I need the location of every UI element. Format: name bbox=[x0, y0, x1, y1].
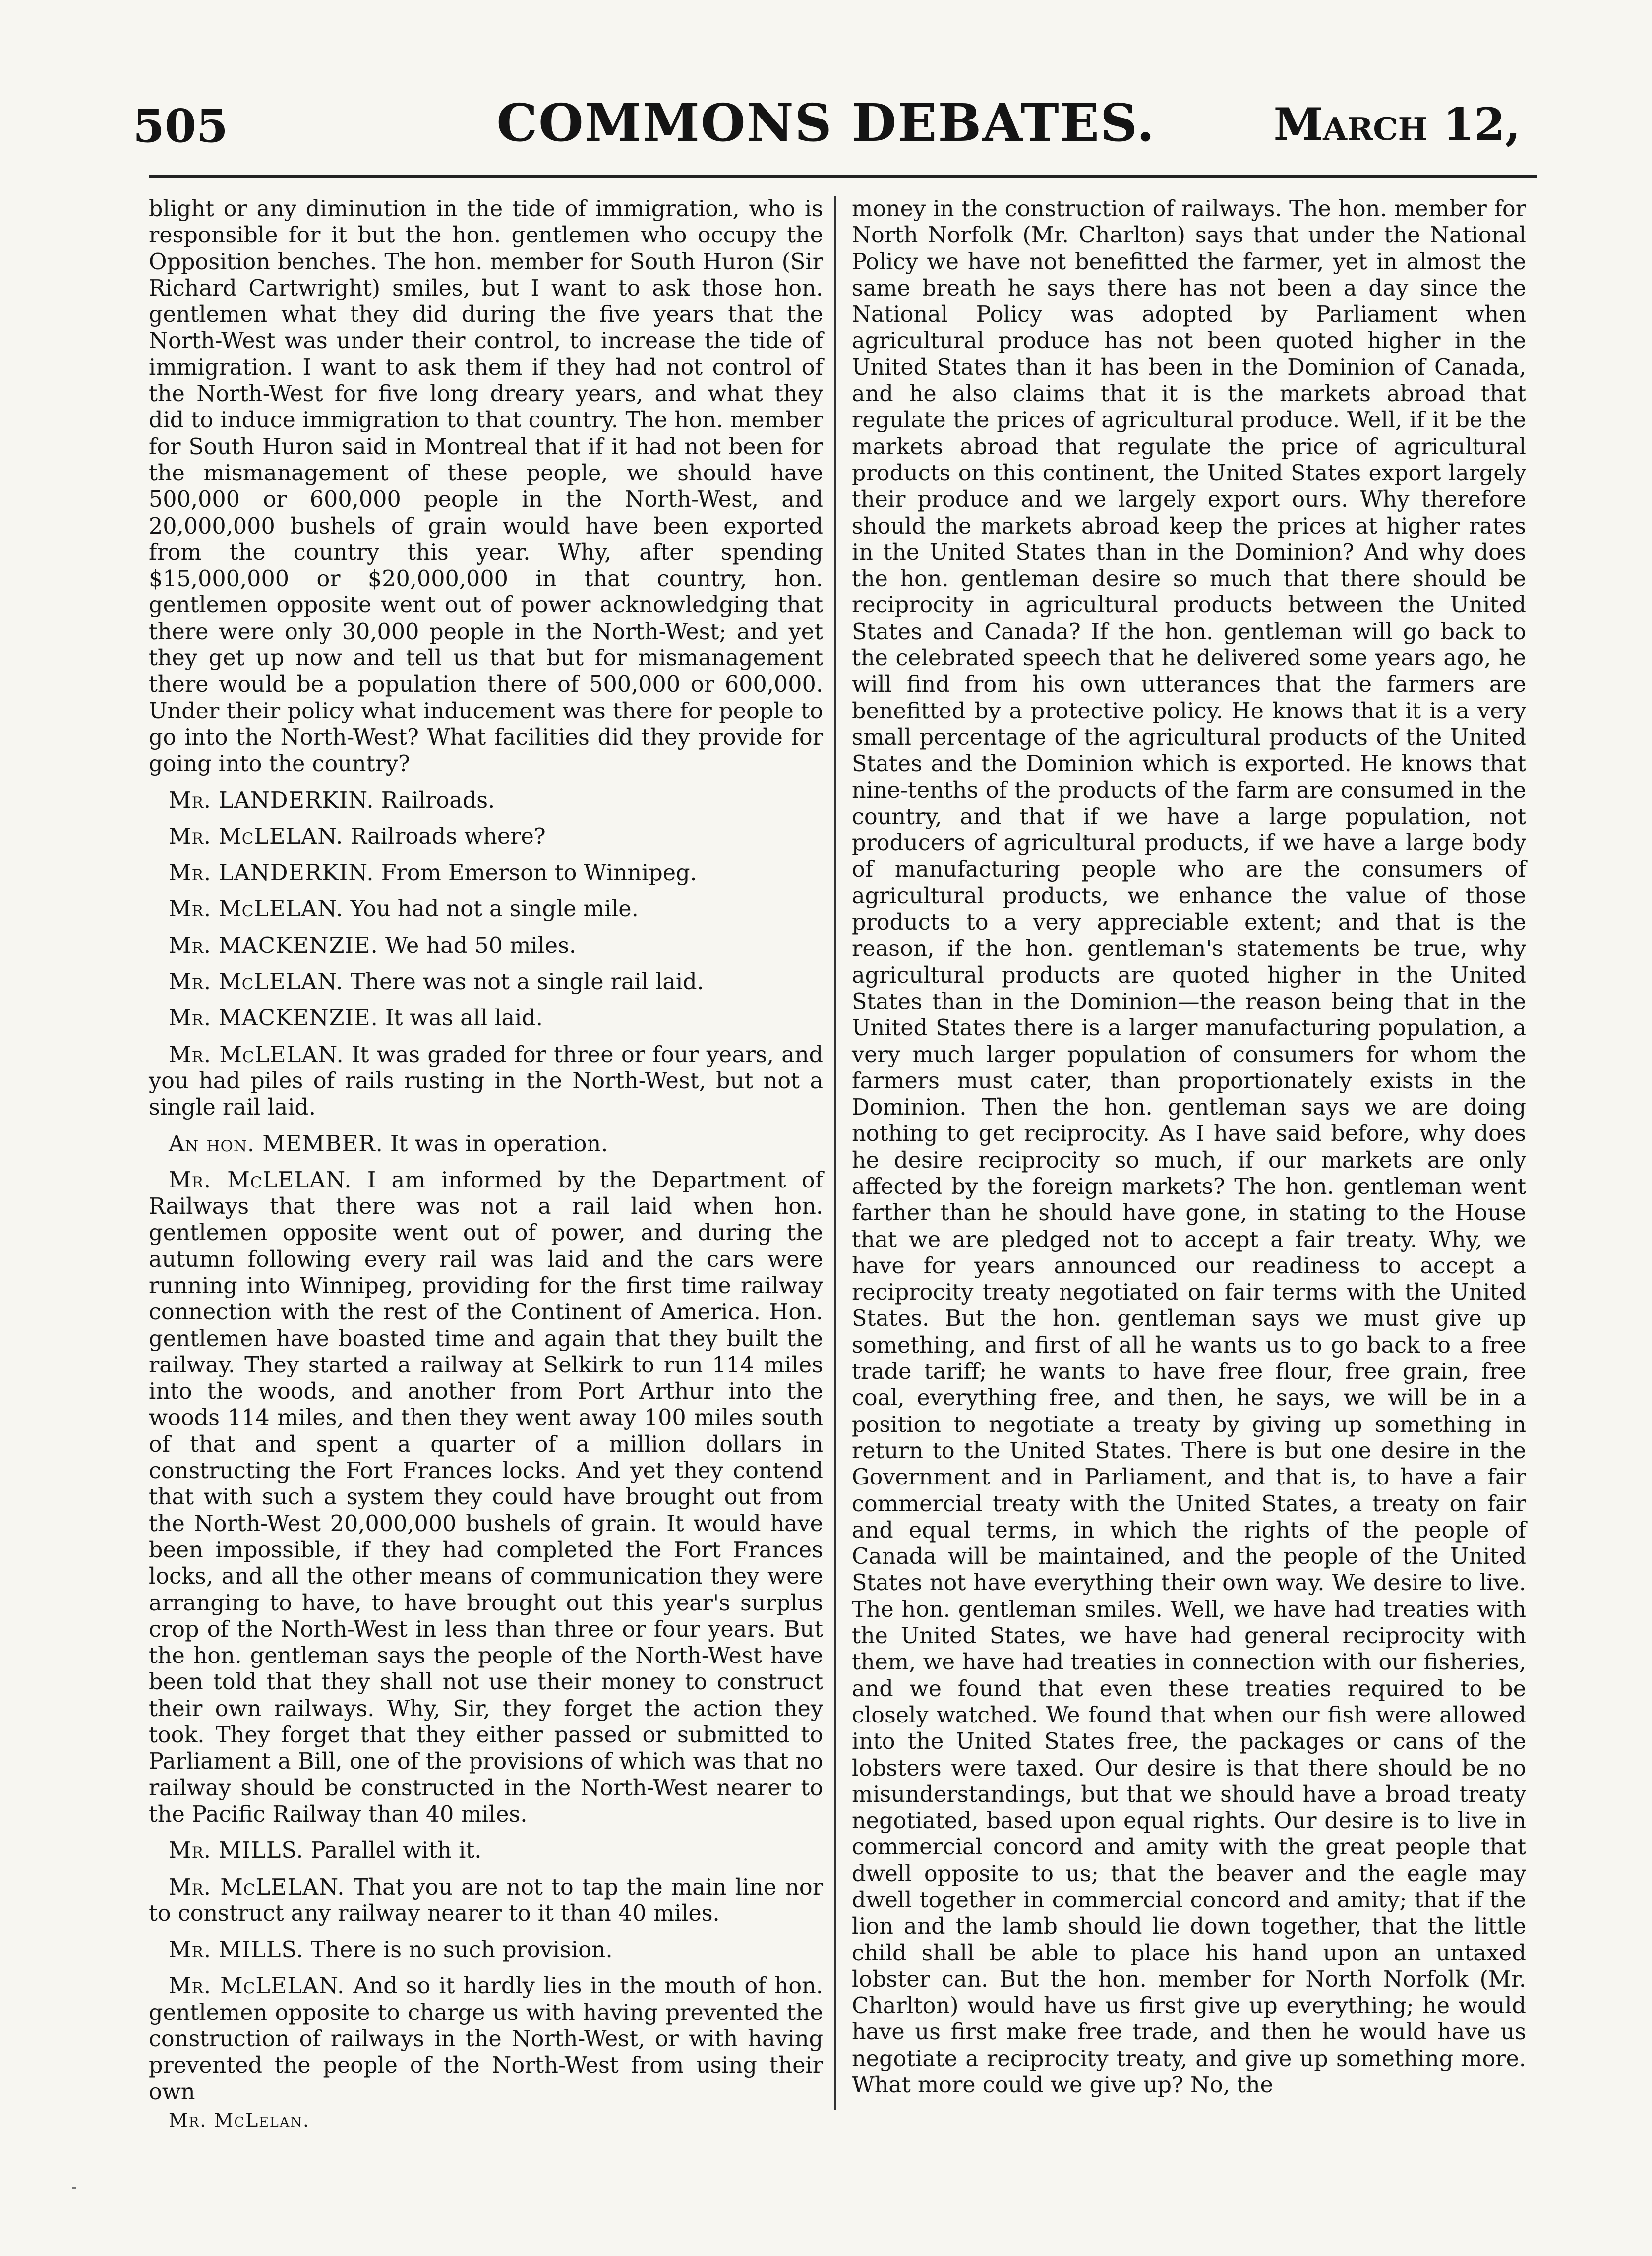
speaker-name: Mr. MILLS. bbox=[169, 1838, 304, 1864]
page-number: 505 bbox=[133, 99, 229, 153]
speech bbox=[149, 1131, 823, 1157]
speaker-name: Mr. McLELAN. bbox=[169, 969, 344, 995]
speaker-name: Mr. McLELAN. bbox=[169, 1973, 345, 1999]
speaker-name: Mr. McLELAN. bbox=[169, 1167, 352, 1193]
speech bbox=[149, 933, 823, 959]
speaker-name: Mr. LANDERKIN. bbox=[169, 787, 374, 813]
speech-text: Parallel with it. bbox=[303, 1838, 482, 1864]
speech-text: I am informed by the Department of Railways that there was not a rail laid when hon. gentlemen opposite went out of power, and during the autumn following every rail was laid and the cars were running into Winnipeg, providing for the first time railway connection with the rest of the Continent of America. Hon. gentlemen have boasted time and again that they built the railway. They started a railway at Selkirk to run 114 miles into the woods, and another from Port Arthur into the woods 114 miles, and then they went away 100 miles south of that and spent a quarter of a million dollars in constructing the Fort Frances locks. And yet they contend that with such a system they could have brought out from the North-West 20,000,000 bushels of grain. It would have been impossible, if they had completed the Fort Frances locks, and all the other means of communication they were arranging to have, to have brought out this year's surplus crop of the North-West in less than three or four years. But the hon. gentleman says the people of the North-West have been told that they shall not use their money to construct their own railways. Why, Sir, they forget the action they took. They forget that they either passed or submitted to Parliament a Bill, one of the provisions of which was that no railway should be constructed in the North-West nearer to the Pacific Railway than 40 miles. bbox=[149, 1167, 823, 1827]
speech-text: It was in operation. bbox=[383, 1131, 608, 1157]
speech bbox=[149, 1937, 823, 1963]
speech-text: It was graded for three or four years, and you had piles of rails rusting in the North-West, but not a single rail laid. bbox=[149, 1042, 823, 1121]
margin-mark bbox=[72, 2187, 76, 2189]
speaker-name: Mr. McLELAN. bbox=[169, 824, 344, 849]
speech-text: We had 50 miles. bbox=[378, 933, 577, 958]
speech-text: There was not a single rail laid. bbox=[343, 969, 704, 995]
speech bbox=[149, 1874, 823, 1927]
speech-text: Railroads. bbox=[374, 787, 495, 813]
left-column bbox=[149, 196, 823, 2134]
speech bbox=[149, 896, 823, 922]
speech-text: That you are not to tap the main line nor to construct any railway nearer to it than 40 miles. bbox=[149, 1874, 823, 1926]
speech bbox=[149, 1167, 823, 1828]
paragraph: money in the construction of railways. The hon. member for North Norfolk (Mr. Charlton) says that under the National Policy we have not benefitted the farmer, yet in almost the same breath he says there has not been a day since the National Policy was adopted by Parliament when agricultural produce has not been quoted higher in the United States than it has been in the Dominion of Canada, and he also claims that it is the markets abroad that regulate the prices of agricultural produce. Well, if it be the markets abroad that regulate the price of agricultural products on this continent, the United States export largely their produce and we largely export ours. Why therefore should the markets abroad keep the prices at higher rates in the United States than in the Dominion? And why does the hon. gentleman desire so much that there should be reciprocity in agricultural products between the United States and Canada? If the hon. gentleman will go back to the celebrated speech that he delivered some years ago, he will find from his own utterances that the farmers are benefitted by a protective policy. He knows that it is a very small percentage of the agricultural products of the United States and the Dominion which is exported. He knows that nine-tenths of the products of the farm are consumed in the country, and that if we have a large population, not producers of agricultural products, if we have a large body of manufacturing people who are the consumers of agricultural products, we enhance the value of those products to a very appreciable extent; and that is the reason, if the hon. gentleman's statements be true, why agricultural products are quoted higher in the United States than in the Dominion—the reason being that in the United States there is a larger manufacturing population, a very much larger population of consumers for whom the farmers must cater, than proportionately exists in the Dominion. Then the hon. gentleman says we are doing nothing to get reciprocity. As I have said before, why does he desire reciprocity so much, if our markets are only affected by the foreign markets? The hon. gentleman went farther than he should have gone, in stating to the House that we are pledged not to accept a fair treaty. Why, we have for years announced our readiness to accept a reciprocity treaty negotiated on fair terms with the United States. But the hon. gentleman says we must give up something, and first of all he wants us to go back to a free trade tariff; he wants to have free flour, free grain, free coal, everything free, and then, he says, we will be in a position to negotiate a treaty by giving up something in return to the United States. There is but one desire in the Government and in Parliament, and that is, to have a fair commercial treaty with the United States, a treaty on fair and equal terms, in which the rights of the people of Canada will be maintained, and the people of the United States not have everything their own way. We desire to live. The hon. gentleman smiles. Well, we have had treaties with the United States, we have had general reciprocity with them, we have had treaties in connection with our fisheries, and we found that even these treaties required to be closely watched. We found that when our fish were allowed into the United States free, the packages or cans of the lobsters were taxed. Our desire is that there should be no misunderstandings, but that we should have a broad treaty negotiated, based upon equal rights. Our desire is to live in commercial concord and amity with the great people that dwell opposite to us; that the beaver and the eagle may dwell together in commercial concord and amity; that if the lion and the lamb should lie down together, that the little child shall be able to place his hand upon an untaxed lobster can. But the hon. member for North Norfolk (Mr. Charlton) would have us first give up everything; he would have us first make free trade, and then he would have us negotiate a reciprocity treaty, and give up something more. What more could we give up? No, the bbox=[852, 196, 1526, 2098]
right-column bbox=[852, 196, 1526, 2098]
header-rule bbox=[149, 175, 1537, 178]
speech-text: And so it hardly lies in the mouth of hon. gentlemen opposite to charge us with having prevented the construction of railways in the North-West, or with having prevented the people of the North-West from using their own bbox=[149, 1973, 823, 2105]
speech-text: From Emerson to Winnipeg. bbox=[374, 860, 697, 886]
page-header bbox=[0, 0, 1652, 153]
speech-text: You had not a single mile. bbox=[343, 896, 639, 922]
speaker-name: Mr. MACKENZIE. bbox=[169, 933, 378, 958]
speech bbox=[149, 787, 823, 814]
speaker-name: Mr. MACKENZIE. bbox=[169, 1006, 378, 1031]
page-title: COMMONS DEBATES. bbox=[496, 92, 1156, 153]
page-date: March 12, bbox=[1273, 98, 1521, 151]
speech bbox=[149, 1838, 823, 1864]
speaker-name: Mr. McLELAN. bbox=[169, 896, 344, 922]
speaker-name: Mr. LANDERKIN. bbox=[169, 860, 374, 886]
speaker-name: Mr. MILLS. bbox=[169, 1937, 304, 1963]
speech bbox=[149, 1973, 823, 2105]
paragraph: blight or any diminution in the tide of immigration, who is responsible for it but the hon. gentlemen who occupy the Opposition benches. The hon. member for South Huron (Sir Richard Cartwright) smiles, but I want to ask those hon. gentlemen what they did during the five years that the North-West was under their control, to increase the tide of immigration. I want to ask them if they had not control of the North-West for five long dreary years, and what they did to induce immigration to that country. The hon. member for South Huron said in Montreal that if it had not been for the mismanagement of these people, we should have 500,000 or 600,000 people in the North-West, and 20,000,000 bushels of grain would have been exported from the country this year. Why, after spending $15,000,000 or $20,000,000 in that country, hon. gentlemen opposite went out of power acknowledging that there were only 30,000 people in the North-West; and yet they get up now and tell us that but for mismanagement there would be a population there of 500,000 or 600,000. Under their policy what inducement was there for people to go into the North-West? What facilities did they provide for going into the country? bbox=[149, 196, 823, 777]
column-divider bbox=[834, 196, 836, 2110]
catchword: Mr. McLelan. bbox=[169, 2109, 310, 2131]
speech bbox=[149, 860, 823, 886]
speaker-name: Mr. McLELAN. bbox=[169, 1874, 345, 1900]
speech-text: It was all laid. bbox=[378, 1006, 543, 1031]
speech bbox=[149, 824, 823, 850]
speech-text: There is no such provision. bbox=[303, 1937, 613, 1963]
speaker-name: Mr. McLELAN. bbox=[169, 1042, 344, 1068]
speech bbox=[149, 1005, 823, 1031]
speech bbox=[149, 969, 823, 995]
speech-text: Railroads where? bbox=[343, 824, 546, 849]
speech bbox=[149, 1042, 823, 1121]
speaker-name: An hon. MEMBER. bbox=[169, 1131, 383, 1157]
